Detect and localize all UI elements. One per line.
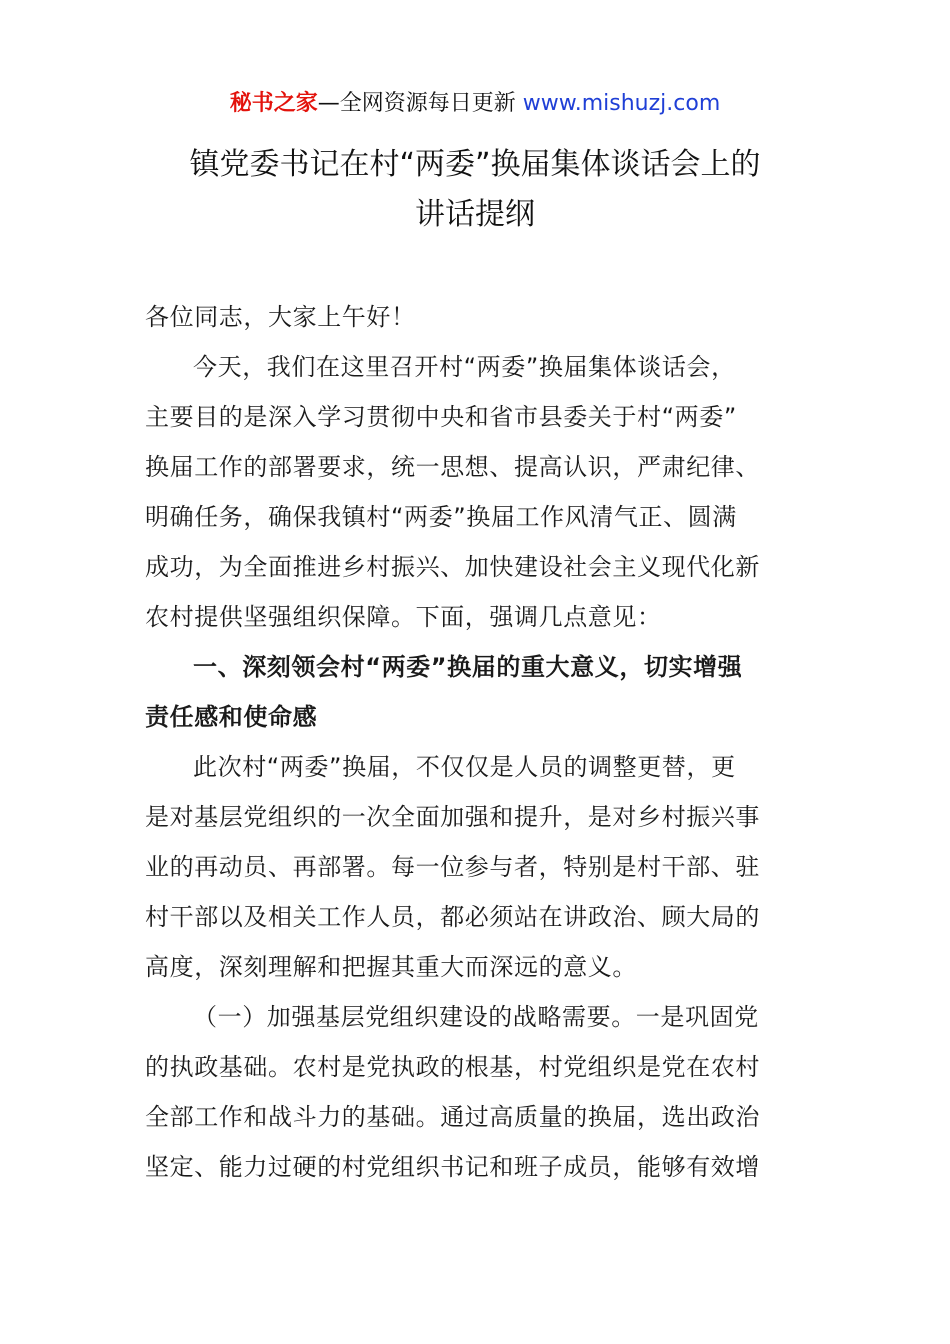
title-line-1: 镇党委书记在村“两委”换届集体谈话会上的 xyxy=(189,147,761,182)
site-url-link[interactable]: www.mishuzj.com xyxy=(522,91,721,116)
site-header xyxy=(0,86,950,122)
document-body xyxy=(145,292,810,1192)
section-heading-line: 责任感和使命感 xyxy=(145,703,318,731)
body-line: 今天，我们在这里召开村“两委”换届集体谈话会， xyxy=(193,353,736,381)
greeting-line: 各位同志，大家上午好！ xyxy=(145,303,416,331)
header-tagline: —全网资源每日更新 xyxy=(317,91,516,116)
body-line: 换届工作的部署要求，统一思想、提高认识，严肃纪律、 xyxy=(145,453,760,481)
body-line: 此次村“两委”换届，不仅仅是人员的调整更替，更 xyxy=(193,753,736,781)
body-line: 成功，为全面推进乡村振兴、加快建设社会主义现代化新 xyxy=(145,553,760,581)
body-line: 农村提供坚强组织保障。下面，强调几点意见： xyxy=(145,603,662,631)
body-line: 明确任务，确保我镇村“两委”换届工作风清气正、圆满 xyxy=(145,503,737,531)
body-line: 主要目的是深入学习贯彻中央和省市县委关于村“两委” xyxy=(145,403,737,431)
body-line: 高度，深刻理解和把握其重大而深远的意义。 xyxy=(145,953,637,981)
body-line: 是对基层党组织的一次全面加强和提升，是对乡村振兴事 xyxy=(145,803,760,831)
body-line: 坚定、能力过硬的村党组织书记和班子成员，能够有效增 xyxy=(145,1153,760,1181)
body-line: 村干部以及相关工作人员，都必须站在讲政治、顾大局的 xyxy=(145,903,760,931)
body-line: 全部工作和战斗力的基础。通过高质量的换届，选出政治 xyxy=(145,1103,760,1131)
body-line: 业的再动员、再部署。每一位参与者，特别是村干部、驻 xyxy=(145,853,760,881)
subsection-line: （一）加强基层党组织建设的战略需要。一是巩固党 xyxy=(193,1003,759,1031)
section-heading-line: 一、深刻领会村“两委”换届的重大意义，切实增强 xyxy=(193,653,743,681)
title-line-2: 讲话提纲 xyxy=(415,197,535,232)
document-title xyxy=(60,140,890,240)
body-line: 的执政基础。农村是党执政的根基，村党组织是党在农村 xyxy=(145,1053,760,1081)
brand-name: 秘书之家 xyxy=(229,91,318,116)
